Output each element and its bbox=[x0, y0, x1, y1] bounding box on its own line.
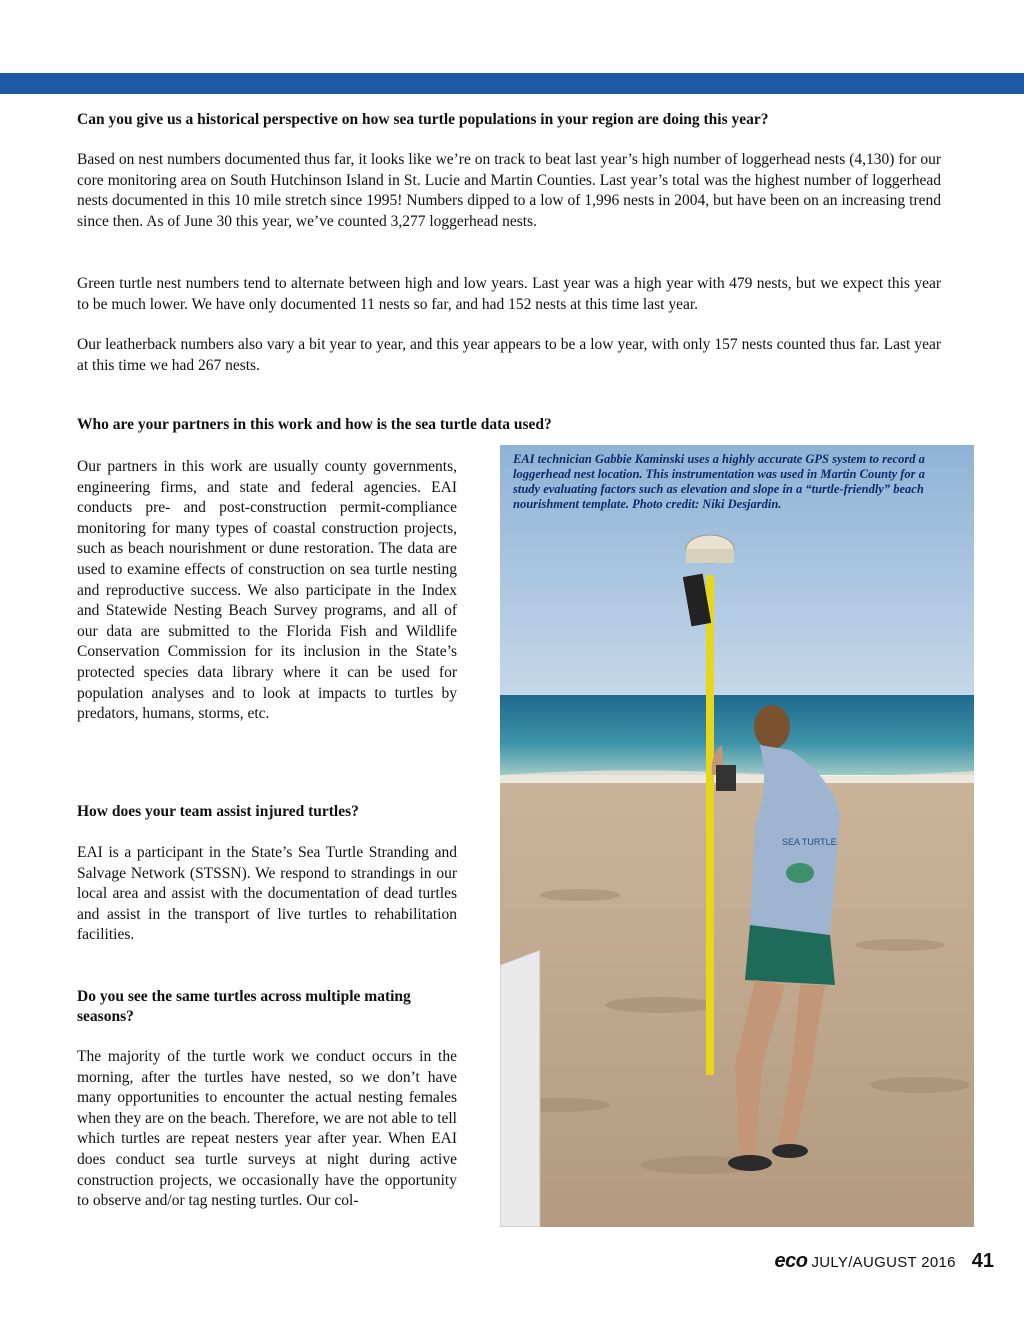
question-injured-turtles: How does your team assist injured turtles? bbox=[77, 803, 359, 820]
issue-date: JULY/AUGUST 2016 bbox=[811, 1254, 956, 1271]
question-same-turtles: Do you see the same turtles across multiple mating seasons? bbox=[77, 988, 411, 1025]
paragraph-green-turtle: Green turtle nest numbers tend to alternate between high and low years. Last year was a high year with 479 nests, but we expect this year to be much lower. We have only documented 11 nests so far, and had 152 nests at this time last year. bbox=[77, 275, 941, 313]
gps-pole bbox=[706, 575, 714, 1075]
paragraph-injured-turtles: EAI is a participant in the State’s Sea Turtle Stranding and Salvage Network (STSSN). We respond to strandings in our local area and assist with the documentation of dead turtles and assist in the transport of live turtles to rehabilitation facilities. bbox=[77, 844, 457, 944]
paragraph-loggerhead: Based on nest numbers documented thus far, it looks like we’re on track to beat last year’s high number of loggerhead nests (4,130) for our core monitoring area on South Hutchinson Island in St. Lucie and Martin Counties. Last year’s total was the highest number of loggerhead nests documented in this 10 mile stretch since 1995! Numbers dipped to a low of 1,996 nests in 2004, but have been on an increasing trend since then. As of June 30 this year, we’ve counted 3,277 loggerhead nests. bbox=[77, 151, 941, 230]
paragraph-leatherback: Our leatherback numbers also vary a bit year to year, and this year appears to be a low year, with only 157 nests counted thus far. Last year at this time we had 267 nests. bbox=[77, 336, 941, 374]
beach-gps-photo bbox=[500, 445, 974, 1227]
gps-handheld bbox=[716, 765, 736, 791]
page-number: 41 bbox=[971, 1250, 994, 1272]
shirt-turtle-logo bbox=[786, 863, 814, 883]
photo-caption: EAI technician Gabbie Kaminski uses a highly accurate GPS system to record a loggerhead nest location. This instrumentation was used in Martin County for a study evaluating factors such as elevation and slope in a “turtle-friendly” beach nourishment template. Photo credit: Niki Desjardin. bbox=[513, 452, 925, 511]
header-bar bbox=[0, 73, 1024, 94]
question-historical: Can you give us a historical perspective on how sea turtle populations in your region are doing this year? bbox=[77, 111, 769, 128]
page-footer bbox=[774, 1250, 994, 1276]
ocean bbox=[500, 695, 974, 775]
person-shorts bbox=[745, 925, 835, 985]
paragraph-same-turtles: The majority of the turtle work we conduct occurs in the morning, after the turtles have nested, so we don’t have many opportunities to encounter the actual nesting females when they are on the beach. Therefore, we are not able to tell which turtles are repeat nesters year after year. When EAI does conduct sea turtle surveys at night during active construction projects, we occasionally have the opportunity to observe and/or tag nesting turtles. Our col- bbox=[77, 1048, 457, 1210]
beach-gps-illustration bbox=[500, 445, 974, 1227]
question-partners: Who are your partners in this work and how is the sea turtle data used? bbox=[77, 416, 552, 433]
person-head bbox=[754, 705, 790, 749]
equipment-box bbox=[500, 950, 540, 1227]
magazine-logo: eco bbox=[774, 1250, 808, 1272]
paragraph-partners: Our partners in this work are usually county governments, engineering firms, and state and federal agencies. EAI conducts pre- and post-construction permit-compliance monitoring for many types of coastal construction projects, such as beach nourishment or dune restoration. The data are used to examine effects of construction on sea turtle nesting and reproductive success. We also participate in the Index and Statewide Nesting Beach Survey programs, and all of our data are submitted to the Florida Fish and Wildlife Conservation Commission for its inclusion in the State’s protected species data library where it can be used for population analyses and to look at impacts to turtles by predators, humans, storms, etc. bbox=[77, 458, 457, 723]
shirt-text: SEA TURTLE bbox=[782, 837, 837, 847]
